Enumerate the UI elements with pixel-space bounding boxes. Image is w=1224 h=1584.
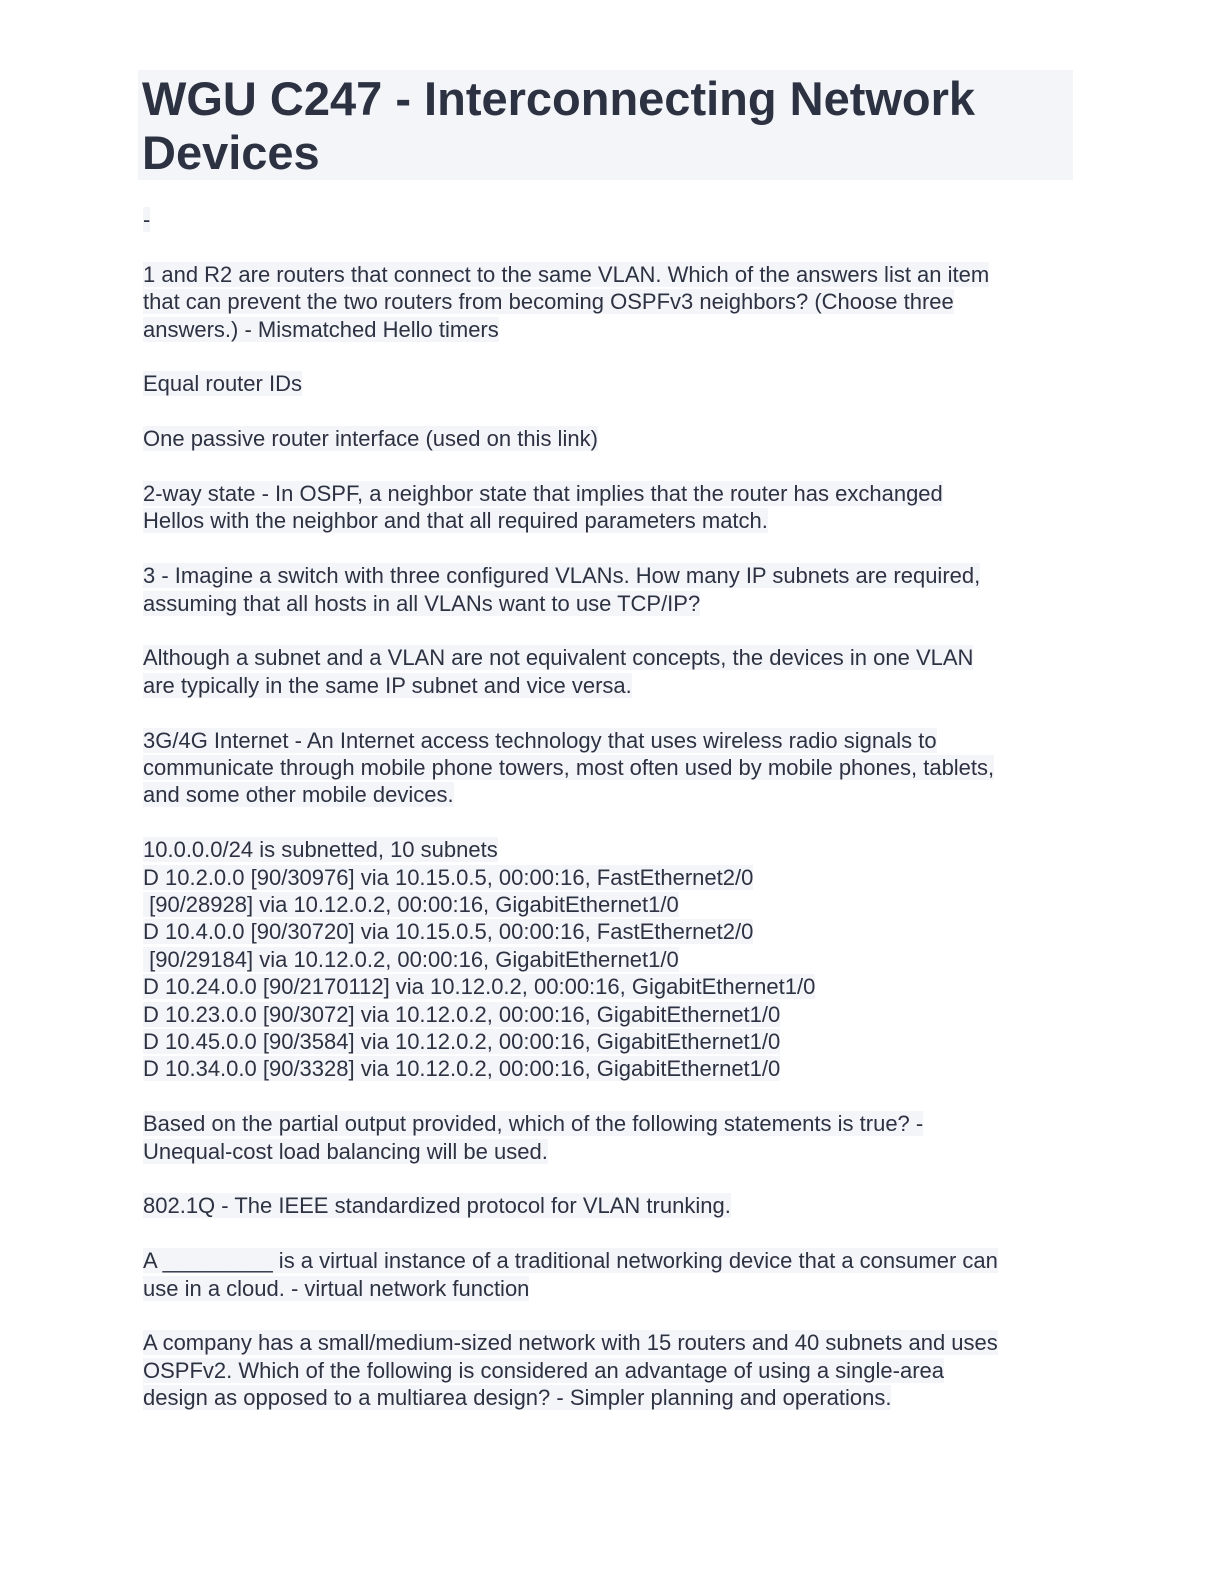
paragraph xyxy=(143,480,1073,535)
text-line xyxy=(143,1138,1073,1165)
text-line xyxy=(143,946,1073,973)
text-line xyxy=(143,1055,1073,1082)
text-line xyxy=(143,425,1073,452)
text-line-content: A _________ is a virtual instance of a traditional networking device that a consumer can xyxy=(143,1248,998,1274)
paragraph xyxy=(143,261,1073,343)
text-line-content: 3G/4G Internet - An Internet access technology that uses wireless radio signals to xyxy=(143,727,937,753)
text-line xyxy=(143,261,1073,288)
text-line xyxy=(143,1028,1073,1055)
text-line-content: [90/29184] via 10.12.0.2, 00:00:16, GigabitEthernet1/0 xyxy=(143,946,679,972)
text-line-content: answers.) - Mismatched Hello timers xyxy=(143,316,499,342)
text-line xyxy=(143,1275,1073,1302)
text-line-content: OSPFv2. Which of the following is considered an advantage of using a single-area xyxy=(143,1357,945,1383)
paragraph xyxy=(143,206,1073,233)
text-line-content: 2-way state - In OSPF, a neighbor state that implies that the router has exchanged xyxy=(143,481,943,506)
text-line xyxy=(143,836,1073,863)
text-line xyxy=(143,1110,1073,1137)
text-line-content: D 10.23.0.0 [90/3072] via 10.12.0.2, 00:00:16, GigabitEthernet1/0 xyxy=(143,1001,781,1027)
paragraph xyxy=(143,1110,1073,1165)
text-line xyxy=(143,864,1073,891)
text-line-content: A company has a small/medium-sized network with 15 routers and 40 subnets and uses xyxy=(143,1330,998,1356)
text-line-content: 1 and R2 are routers that connect to the same VLAN. Which of the answers list an item xyxy=(143,261,990,287)
paragraph xyxy=(143,562,1073,617)
text-line-content: that can prevent the two routers from becoming OSPFv3 neighbors? (Choose three xyxy=(143,289,954,315)
text-line xyxy=(143,727,1073,754)
text-line-content: 3 - Imagine a switch with three configured VLANs. How many IP subnets are required, xyxy=(143,563,981,589)
text-line xyxy=(143,1357,1073,1384)
text-line xyxy=(143,507,1073,534)
paragraph xyxy=(143,425,1073,452)
text-line-content: - xyxy=(143,207,151,232)
text-line-content: assuming that all hosts in all VLANs want to use TCP/IP? xyxy=(143,590,701,616)
text-line-content: use in a cloud. - virtual network function xyxy=(143,1275,530,1301)
paragraph xyxy=(143,727,1073,809)
text-line xyxy=(143,644,1073,671)
text-line-content: design as opposed to a multiarea design? - Simpler planning and operations. xyxy=(143,1385,892,1411)
text-line-content: [90/28928] via 10.12.0.2, 00:00:16, GigabitEthernet1/0 xyxy=(143,892,679,918)
text-line-content: One passive router interface (used on this link) xyxy=(143,426,598,452)
text-line xyxy=(143,754,1073,781)
paragraph xyxy=(143,644,1073,699)
text-line xyxy=(143,891,1073,918)
text-line-content: D 10.4.0.0 [90/30720] via 10.15.0.5, 00:00:16, FastEthernet2/0 xyxy=(143,919,754,945)
text-line-content: Unequal-cost load balancing will be used. xyxy=(143,1138,548,1164)
text-line-content: D 10.45.0.0 [90/3584] via 10.12.0.2, 00:00:16, GigabitEthernet1/0 xyxy=(143,1029,781,1055)
text-line xyxy=(143,781,1073,808)
text-line-content: D 10.24.0.0 [90/2170112] via 10.12.0.2, 00:00:16, GigabitEthernet1/0 xyxy=(143,974,816,1000)
text-line-content: and some other mobile devices. xyxy=(143,782,454,808)
title-line: WGU C247 - Interconnecting Network xyxy=(142,72,976,125)
text-line xyxy=(143,1192,1073,1219)
text-line xyxy=(143,316,1073,343)
paragraph xyxy=(143,1329,1073,1411)
text-line xyxy=(143,288,1073,315)
text-line xyxy=(143,918,1073,945)
document-page xyxy=(138,70,1073,1439)
text-line xyxy=(143,1384,1073,1411)
title-block xyxy=(138,70,1073,180)
text-line-content: 802.1Q - The IEEE standardized protocol for VLAN trunking. xyxy=(143,1193,731,1219)
text-line-content: communicate through mobile phone towers, most often used by mobile phones, tablets, xyxy=(143,755,995,781)
text-line xyxy=(143,370,1073,397)
text-line xyxy=(143,1247,1073,1274)
text-line-content: Although a subnet and a VLAN are not equivalent concepts, the devices in one VLAN xyxy=(143,645,974,671)
document-body xyxy=(138,206,1073,1412)
paragraph xyxy=(143,1192,1073,1219)
paragraph xyxy=(143,836,1073,1083)
text-line-content: Equal router IDs xyxy=(143,371,302,397)
text-line xyxy=(143,480,1073,507)
text-line xyxy=(143,206,1073,233)
title-line: Devices xyxy=(142,126,320,179)
text-line xyxy=(143,562,1073,589)
text-line xyxy=(143,1329,1073,1356)
text-line-content: are typically in the same IP subnet and vice versa. xyxy=(143,672,632,698)
text-line xyxy=(143,1001,1073,1028)
paragraph xyxy=(143,370,1073,397)
text-line-content: 10.0.0.0/24 is subnetted, 10 subnets xyxy=(143,837,498,863)
text-line-content: D 10.34.0.0 [90/3328] via 10.12.0.2, 00:00:16, GigabitEthernet1/0 xyxy=(143,1056,781,1082)
paragraph xyxy=(143,1247,1073,1302)
text-line-content: Hellos with the neighbor and that all required parameters match. xyxy=(143,508,768,534)
text-line xyxy=(143,672,1073,699)
text-line-content: D 10.2.0.0 [90/30976] via 10.15.0.5, 00:00:16, FastEthernet2/0 xyxy=(143,864,754,890)
page-title xyxy=(142,72,1069,180)
text-line xyxy=(143,590,1073,617)
text-line-content: Based on the partial output provided, which of the following statements is true? - xyxy=(143,1111,924,1137)
text-line xyxy=(143,973,1073,1000)
